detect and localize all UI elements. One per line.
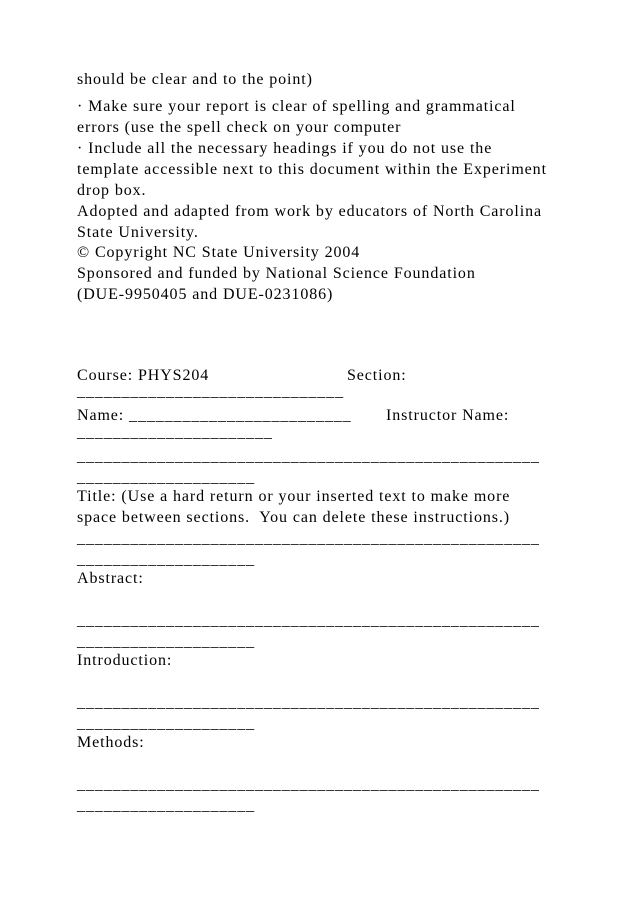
title-instruction-2: space between sections. You can delete these instructions.)	[77, 509, 511, 526]
instructor-blank: ______________________	[77, 424, 273, 441]
intro-line-1: should be clear and to the point)	[77, 71, 313, 88]
attribution-line-2: State University.	[77, 224, 199, 241]
title-instruction-1: Title: (Use a hard return or your inserted text to make more	[77, 488, 511, 505]
section-label: Section:	[347, 367, 407, 384]
course-label: Course: PHYS204	[77, 367, 210, 384]
name-field: Name: _________________________	[77, 407, 352, 424]
rule-short-3: ____________________	[77, 633, 255, 650]
bullet-headings: · Include all the necessary headings if you do not use the	[77, 140, 493, 157]
rule-long-2: ____________________________________________________	[77, 530, 540, 547]
bullet-spelling: · Make sure your report is clear of spelling and grammatical	[77, 98, 516, 115]
rule-short-5: ____________________	[77, 797, 255, 814]
rule-long-5: ____________________________________________________	[77, 776, 540, 793]
instructor-label: Instructor Name:	[386, 407, 510, 424]
rule-short-1: ____________________	[77, 469, 255, 486]
attribution-line-1: Adopted and adapted from work by educators of North Carolina	[77, 203, 542, 220]
intro-line-6: drop box.	[77, 182, 147, 199]
intro-line-5: template accessible next to this document within the Experiment	[77, 161, 547, 178]
intro-line-3: errors (use the spell check on your computer	[77, 119, 402, 136]
section-blank: ______________________________	[77, 383, 344, 400]
rule-long-3: ____________________________________________________	[77, 612, 540, 629]
methods-heading: Methods:	[77, 734, 145, 751]
sponsor-line-2: (DUE-9950405 and DUE-0231086)	[77, 286, 334, 303]
rule-long-4: ____________________________________________________	[77, 694, 540, 711]
introduction-heading: Introduction:	[77, 652, 173, 669]
copyright-line: © Copyright NC State University 2004	[77, 244, 361, 261]
rule-short-4: ____________________	[77, 715, 255, 732]
rule-short-2: ____________________	[77, 551, 255, 568]
sponsor-line-1: Sponsored and funded by National Science Foundation	[77, 265, 476, 282]
rule-long-1: ____________________________________________________	[77, 448, 540, 465]
abstract-heading: Abstract:	[77, 570, 144, 587]
